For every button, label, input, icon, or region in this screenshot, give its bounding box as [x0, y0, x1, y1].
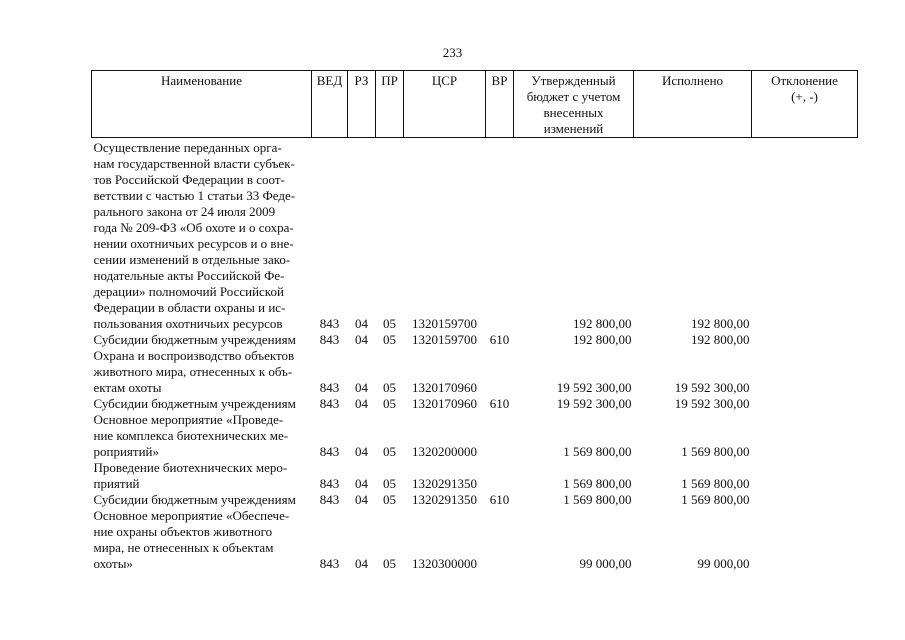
- name-line: приятий: [93, 476, 140, 491]
- cell-vr: [486, 140, 514, 332]
- cell-vr: 610: [489, 492, 510, 507]
- table-row: [92, 348, 858, 396]
- cell-pr: 05: [383, 332, 396, 347]
- cell-approved: 99 000,00: [579, 556, 632, 571]
- cell-ved: 843: [319, 380, 340, 395]
- name-line: рального закона от 24 июля 2009: [93, 204, 276, 219]
- cell-name: [92, 140, 312, 332]
- cell-approved: 1 569 800,00: [563, 476, 632, 491]
- table-row: [92, 140, 858, 332]
- name-line: Проведение биотехнических меро-: [93, 460, 288, 475]
- cell-pr: 05: [383, 396, 396, 411]
- budget-table: [91, 70, 858, 572]
- cell-approved: 1 569 800,00: [563, 444, 632, 459]
- header-vr: ВР: [486, 71, 514, 138]
- header-pr: ПР: [376, 71, 404, 138]
- table-row: [92, 396, 858, 412]
- cell-rz: 04: [355, 556, 368, 571]
- table-row: [92, 492, 858, 508]
- name-line: нам государственной власти субъек-: [93, 156, 295, 171]
- name-line: Субсидии бюджетным учреждениям: [93, 492, 296, 507]
- cell-ved: 843: [319, 492, 340, 507]
- cell-vr: [486, 460, 514, 492]
- cell-executed: 1 569 800,00: [681, 492, 750, 507]
- cell-csr: 1320159700: [412, 332, 477, 347]
- cell-rz: 04: [355, 476, 368, 491]
- cell-executed: 192 800,00: [691, 332, 750, 347]
- name-line: сении изменений в отдельные зако-: [93, 252, 291, 267]
- name-line: тов Российской Федерации в соот-: [93, 172, 285, 187]
- header-csr: ЦСР: [404, 71, 486, 138]
- header-ved: ВЕД: [312, 71, 348, 138]
- table-body: [92, 138, 858, 573]
- name-line: дерации» полномочий Российской: [93, 284, 284, 299]
- cell-rz: 04: [355, 396, 368, 411]
- page-number: 233: [442, 45, 463, 60]
- name-line: животного мира, отнесенных к объ-: [93, 364, 293, 379]
- cell-deviation: [752, 348, 858, 396]
- cell-pr: 05: [383, 556, 396, 571]
- cell-name: [92, 492, 312, 508]
- cell-executed: 19 592 300,00: [674, 380, 750, 395]
- cell-approved: 1 569 800,00: [563, 492, 632, 507]
- name-line: роприятий»: [93, 444, 159, 459]
- cell-rz: 04: [355, 316, 368, 331]
- cell-executed: 192 800,00: [691, 316, 750, 331]
- cell-name: [92, 412, 312, 460]
- cell-executed: 1 569 800,00: [681, 444, 750, 459]
- name-line: Основное мероприятие «Проведе-: [93, 412, 284, 427]
- cell-pr: 05: [383, 492, 396, 507]
- cell-ved: 843: [319, 556, 340, 571]
- cell-vr: [486, 508, 514, 572]
- name-line: Осуществление переданных орга-: [93, 140, 282, 155]
- name-line: Субсидии бюджетным учреждениям: [93, 396, 296, 411]
- cell-pr: 05: [383, 316, 396, 331]
- name-line: ектам охоты: [93, 380, 162, 395]
- cell-rz: 04: [355, 492, 368, 507]
- name-line: охоты»: [93, 556, 133, 571]
- cell-approved: 19 592 300,00: [556, 380, 632, 395]
- header-deviation-line: Отклонение: [771, 73, 838, 88]
- header-executed: Исполнено: [634, 71, 752, 138]
- cell-name: [92, 508, 312, 572]
- cell-name: [92, 396, 312, 412]
- cell-deviation: [752, 396, 858, 412]
- cell-csr: 1320159700: [412, 316, 477, 331]
- name-line: нении охотничьих ресурсов и о вне-: [93, 236, 294, 251]
- header-approved-line: изменений: [543, 121, 604, 136]
- cell-name: [92, 332, 312, 348]
- header-deviation-line: (+, -): [791, 89, 818, 104]
- cell-vr: 610: [489, 332, 510, 347]
- header-rz: РЗ: [348, 71, 376, 138]
- cell-approved: 192 800,00: [573, 316, 632, 331]
- cell-rz: 04: [355, 380, 368, 395]
- cell-pr: 05: [383, 476, 396, 491]
- cell-csr: 1320170960: [412, 396, 477, 411]
- header-approved-line: бюджет с учетом: [526, 89, 621, 104]
- cell-vr: [486, 412, 514, 460]
- cell-deviation: [752, 332, 858, 348]
- cell-pr: 05: [383, 380, 396, 395]
- cell-rz: 04: [355, 444, 368, 459]
- cell-executed: 19 592 300,00: [674, 396, 750, 411]
- cell-ved: 843: [319, 444, 340, 459]
- cell-ved: 843: [319, 396, 340, 411]
- cell-csr: 1320300000: [412, 556, 477, 571]
- name-line: Основное мероприятие «Обеспече-: [93, 508, 290, 523]
- cell-name: [92, 348, 312, 396]
- name-line: Субсидии бюджетным учреждениям: [93, 332, 296, 347]
- header-deviation: [752, 71, 858, 138]
- cell-deviation: [752, 412, 858, 460]
- cell-rz: 04: [355, 332, 368, 347]
- table-row: [92, 460, 858, 492]
- name-line: пользования охотничьих ресурсов: [93, 316, 283, 331]
- table-row: [92, 508, 858, 572]
- table-header: [92, 71, 858, 138]
- cell-executed: 99 000,00: [697, 556, 750, 571]
- header-approved-line: Утвержденный: [531, 73, 616, 88]
- cell-ved: 843: [319, 476, 340, 491]
- table-row: [92, 332, 858, 348]
- cell-csr: 1320291350: [412, 492, 477, 507]
- cell-pr: 05: [383, 444, 396, 459]
- cell-ved: 843: [319, 316, 340, 331]
- cell-deviation: [752, 492, 858, 508]
- table-row: [92, 412, 858, 460]
- cell-deviation: [752, 140, 858, 332]
- name-line: ние комплекса биотехнических ме-: [93, 428, 289, 443]
- name-line: нодательные акты Российской Фе-: [93, 268, 285, 283]
- name-line: ние охраны объектов животного: [93, 524, 273, 539]
- cell-csr: 1320200000: [412, 444, 477, 459]
- cell-approved: 192 800,00: [573, 332, 632, 347]
- cell-csr: 1320170960: [412, 380, 477, 395]
- cell-executed: 1 569 800,00: [681, 476, 750, 491]
- name-line: ветствии с частью 1 статьи 33 Феде-: [93, 188, 296, 203]
- name-line: года № 209-ФЗ «Об охоте и о сохра-: [93, 220, 294, 235]
- cell-ved: 843: [319, 332, 340, 347]
- name-line: Федерации в области охраны и ис-: [93, 300, 286, 315]
- cell-approved: 19 592 300,00: [556, 396, 632, 411]
- cell-vr: 610: [489, 396, 510, 411]
- header-approved-budget: [514, 71, 634, 138]
- cell-deviation: [752, 460, 858, 492]
- cell-name: [92, 460, 312, 492]
- cell-vr: [486, 348, 514, 396]
- name-line: Охрана и воспроизводство объектов: [93, 348, 295, 363]
- cell-deviation: [752, 508, 858, 572]
- header-approved-line: внесенных: [543, 105, 604, 120]
- header-name: Наименование: [92, 71, 312, 138]
- name-line: мира, не отнесенных к объектам: [93, 540, 274, 555]
- cell-csr: 1320291350: [412, 476, 477, 491]
